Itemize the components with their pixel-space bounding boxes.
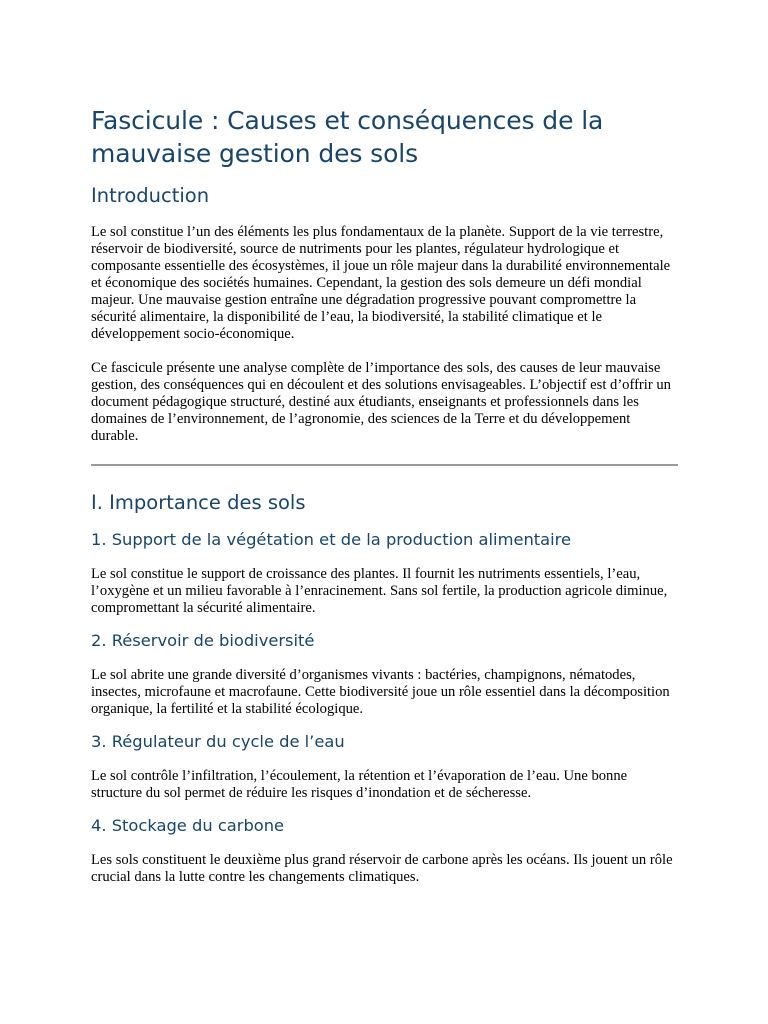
subsection	[91, 731, 679, 802]
section-divider	[91, 464, 678, 466]
subsection-heading: 4. Stockage du carbone	[91, 816, 285, 835]
subsection	[91, 815, 679, 886]
subsection-paragraph: Le sol abrite une grande diversité d’organismes vivants : bactéries, champignons, nématodes, insectes, microfaune et macrofaune. Cette biodiversité joue un rôle essentiel dans la décomposition organique, la fertilité et la stabilité écologique.	[91, 667, 670, 717]
document-page	[91, 104, 679, 886]
introduction-heading: Introduction	[91, 184, 210, 207]
subsection-heading: 2. Réservoir de biodiversité	[91, 631, 315, 650]
introduction-paragraph: Ce fascicule présente une analyse complète de l’importance des sols, des causes de leur mauvaise gestion, des conséquences qui en découlent et des solutions envisageables. L’objectif est d’offrir un document pédagogique structuré, destiné aux étudiants, enseignants et professionnels dans les domaines de l’environnement, de l’agronomie, des sciences de la Terre et du développement durable.	[91, 360, 671, 444]
subsection-paragraph: Les sols constituent le deuxième plus grand réservoir de carbone après les océans. Ils jouent un rôle crucial dans la lutte contre les changements climatiques.	[91, 852, 673, 885]
subsection-heading: 1. Support de la végétation et de la production alimentaire	[91, 530, 572, 549]
document-title: Fascicule : Causes et conséquences de la mauvaise gestion des sols	[91, 106, 604, 168]
subsection-heading: 3. Régulateur du cycle de l’eau	[91, 732, 345, 751]
section-heading: I. Importance des sols	[91, 491, 306, 514]
introduction-paragraph: Le sol constitue l’un des éléments les plus fondamentaux de la planète. Support de la vie terrestre, réservoir de biodiversité, source de nutriments pour les plantes, régulateur hydrologique et composante essentielle des écosystèmes, il joue un rôle majeur dans la durabilité environnementale et économique des sociétés humaines. Cependant, la gestion des sols demeure un défi mondial majeur. Une mauvaise gestion entraîne une dégradation progressive pouvant compromettre la sécurité alimentaire, la disponibilité de l’eau, la biodiversité, la stabilité climatique et le développement socio-économique.	[91, 224, 671, 342]
subsection-paragraph: Le sol contrôle l’infiltration, l’écoulement, la rétention et l’évaporation de l’eau. Une bonne structure du sol permet de réduire les risques d’inondation et de sécheresse.	[91, 768, 628, 801]
subsection	[91, 529, 679, 617]
subsection	[91, 630, 679, 718]
subsection-paragraph: Le sol constitue le support de croissance des plantes. Il fournit les nutriments essentiels, l’eau, l’oxygène et un milieu favorable à l’enracinement. Sans sol fertile, la production agricole diminue, compromettant la sécurité alimentaire.	[91, 566, 668, 616]
